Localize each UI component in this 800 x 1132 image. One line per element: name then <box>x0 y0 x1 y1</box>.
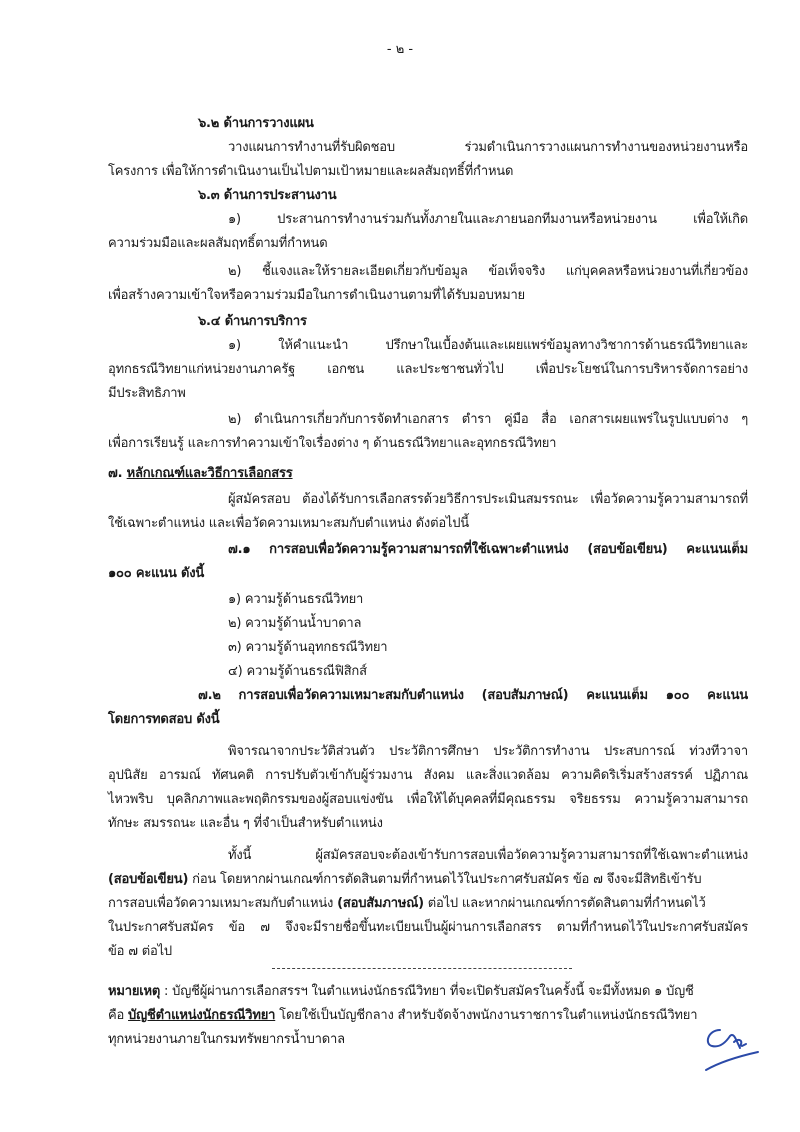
text-span: ก่อน โดยหากผ่านเกณฑ์การตัดสินตามที่กำหนดไว้ในประกาศรับสมัคร ข้อ ๗ จึงจะมีสิทธิเข้ารับ <box>188 872 702 887</box>
signature-icon <box>700 1026 762 1074</box>
text-line: เพื่อสร้างความเข้าใจหรือความร่วมมือในการดำเนินงานตามที่ได้รับมอบหมาย <box>108 288 525 303</box>
text-line: วางแผนการทำงานที่รับผิดชอบ ร่วมดำเนินการวางแผนการทำงานของหน่วยงานหรือ <box>228 140 748 155</box>
text-line: ผู้สมัครสอบ ต้องได้รับการเลือกสรรด้วยวิธีการประเมินสมรรถนะ เพื่อวัดความรู้ความสามารถที่ <box>228 492 748 507</box>
text-line: ๑) ให้คำแนะนำ ปรึกษาในเบื้องต้นและเผยแพร่ข้อมูลทางวิชาการด้านธรณีวิทยาและ <box>228 338 748 353</box>
note-line <box>108 982 748 1002</box>
text-span: การสอบเพื่อวัดความเหมาะสมกับตำแหน่ง <box>108 896 338 911</box>
text-line: พิจารณาจากประวัติส่วนตัว ประวัติการศึกษา ประวัติการทำงาน ประสบการณ์ ท่วงทีวาจา <box>228 744 748 759</box>
text-line: ความร่วมมือและผลสัมฤทธิ์ตามที่กำหนด <box>108 236 328 251</box>
bold-text: (สอบสัมภาษณ์) <box>337 896 424 911</box>
text-line: ไหวพริบ บุคลิกภาพและพฤติกรรมของผู้สอบแข่งขัน เพื่อให้ได้บุคคลที่มีคุณธรรม จริยธรรม ความรู้ความสามารถ <box>108 792 748 807</box>
text-line: โดยการทดสอบ ดังนี้ <box>108 712 220 727</box>
text-line <box>108 870 748 890</box>
text-line: โครงการ เพื่อให้การดำเนินงานเป็นไปตามเป้าหมายและผลสัมฤทธิ์ที่กำหนด <box>108 164 514 179</box>
section-number: ๗. <box>108 466 123 481</box>
text-line: ทั้งนี้ ผู้สมัครสอบจะต้องเข้ารับการสอบเพื่อวัดความรู้ความสามารถที่ใช้เฉพาะตำแหน่ง <box>228 848 748 863</box>
page-number: - ๒ - <box>386 42 414 57</box>
heading-6-2: ๖.๒ ด้านการวางแผน <box>198 116 314 131</box>
separator-line <box>272 968 572 969</box>
heading-7-1: ๗.๑ การสอบเพื่อวัดความรู้ความสามารถที่ใช้เฉพาะตำแหน่ง (สอบข้อเขียน) คะแนนเต็ม <box>228 542 748 557</box>
text-line <box>108 894 748 914</box>
note-label: หมายเหตุ <box>108 984 161 999</box>
list-item: ๓) ความรู้ด้านอุทกธรณีวิทยา <box>228 640 388 655</box>
list-item: ๒) ความรู้ด้านน้ำบาดาล <box>228 616 362 631</box>
note-line <box>108 1006 748 1026</box>
text-line: ๑) ประสานการทำงานร่วมกันทั้งภายในและภายนอกทีมงานหรือหน่วยงาน เพื่อให้เกิด <box>228 212 748 227</box>
text-line: ข้อ ๗ ต่อไป <box>108 944 172 959</box>
text-line: ใช้เฉพาะตำแหน่ง และเพื่อวัดความเหมาะสมกับตำแหน่ง ดังต่อไปนี้ <box>108 516 469 531</box>
bold-text: (สอบข้อเขียน) <box>108 872 189 887</box>
heading-6-3: ๖.๓ ด้านการประสานงาน <box>198 188 337 203</box>
text-span: ต่อไป และหากผ่านเกณฑ์การตัดสินตามที่กำหนดไว้ <box>423 896 706 911</box>
text-line: อุทกธรณีวิทยาแก่หน่วยงานภาครัฐ เอกชน และประชาชนทั่วไป เพื่อประโยชน์ในการบริหารจัดการอย่าง <box>108 362 748 377</box>
heading-7-2: ๗.๒ การสอบเพื่อวัดความเหมาะสมกับตำแหน่ง (สอบสัมภาษณ์) คะแนนเต็ม ๑๐๐ คะแนน <box>198 688 748 703</box>
list-item: ๑) ความรู้ด้านธรณีวิทยา <box>228 592 364 607</box>
account-name: บัญชีตำแหน่งนักธรณีวิทยา <box>128 1008 276 1023</box>
text-span: : บัญชีผู้ผ่านการเลือกสรรฯ ในตำแหน่งนักธรณีวิทยา ที่จะเปิดรับสมัครในครั้งนี้ จะมีทั้งหมด ๑ บัญชี <box>160 984 694 999</box>
text-line: ๒) ชี้แจงและให้รายละเอียดเกี่ยวกับข้อมูล ข้อเท็จจริง แก่บุคคลหรือหน่วยงานที่เกี่ยวข้อง <box>228 264 748 279</box>
text-line: เพื่อการเรียนรู้ และการทำความเข้าใจเรื่องต่าง ๆ ด้านธรณีวิทยาและอุทกธรณีวิทยา <box>108 436 557 451</box>
text-line: ๒) ดำเนินการเกี่ยวกับการจัดทำเอกสาร ตำรา คู่มือ สื่อ เอกสารเผยแพร่ในรูปแบบต่าง ๆ <box>228 412 748 427</box>
list-item: ๔) ความรู้ด้านธรณีฟิสิกส์ <box>228 664 367 679</box>
text-span: โดยใช้เป็นบัญชีกลาง สำหรับจัดจ้างพนักงานราชการในตำแหน่งนักธรณีวิทยา <box>275 1008 698 1023</box>
heading-6-4: ๖.๔ ด้านการบริการ <box>198 314 307 329</box>
section-title: หลักเกณฑ์และวิธีการเลือกสรร <box>126 466 293 481</box>
note-line: ทุกหน่วยงานภายในกรมทรัพยากรน้ำบาดาล <box>108 1032 345 1047</box>
text-line: มีประสิทธิภาพ <box>108 386 186 401</box>
heading-7 <box>108 464 748 484</box>
text-line: อุปนิสัย อารมณ์ ทัศนคติ การปรับตัวเข้ากับผู้ร่วมงาน สังคม และสิ่งแวดล้อม ความคิดริเริ่มสร้างสรรค์ ปฏิภาณ <box>108 768 748 783</box>
text-line: ๑๐๐ คะแนน ดังนี้ <box>108 566 205 581</box>
text-line: ในประกาศรับสมัคร ข้อ ๗ จึงจะมีรายชื่อขึ้นทะเบียนเป็นผู้ผ่านการเลือกสรร ตามที่กำหนดไว้ในประกาศรับสมัคร <box>108 920 748 935</box>
text-span: คือ <box>108 1008 129 1023</box>
text-line: ทักษะ สมรรถนะ และอื่น ๆ ที่จำเป็นสำหรับตำแหน่ง <box>108 816 383 831</box>
